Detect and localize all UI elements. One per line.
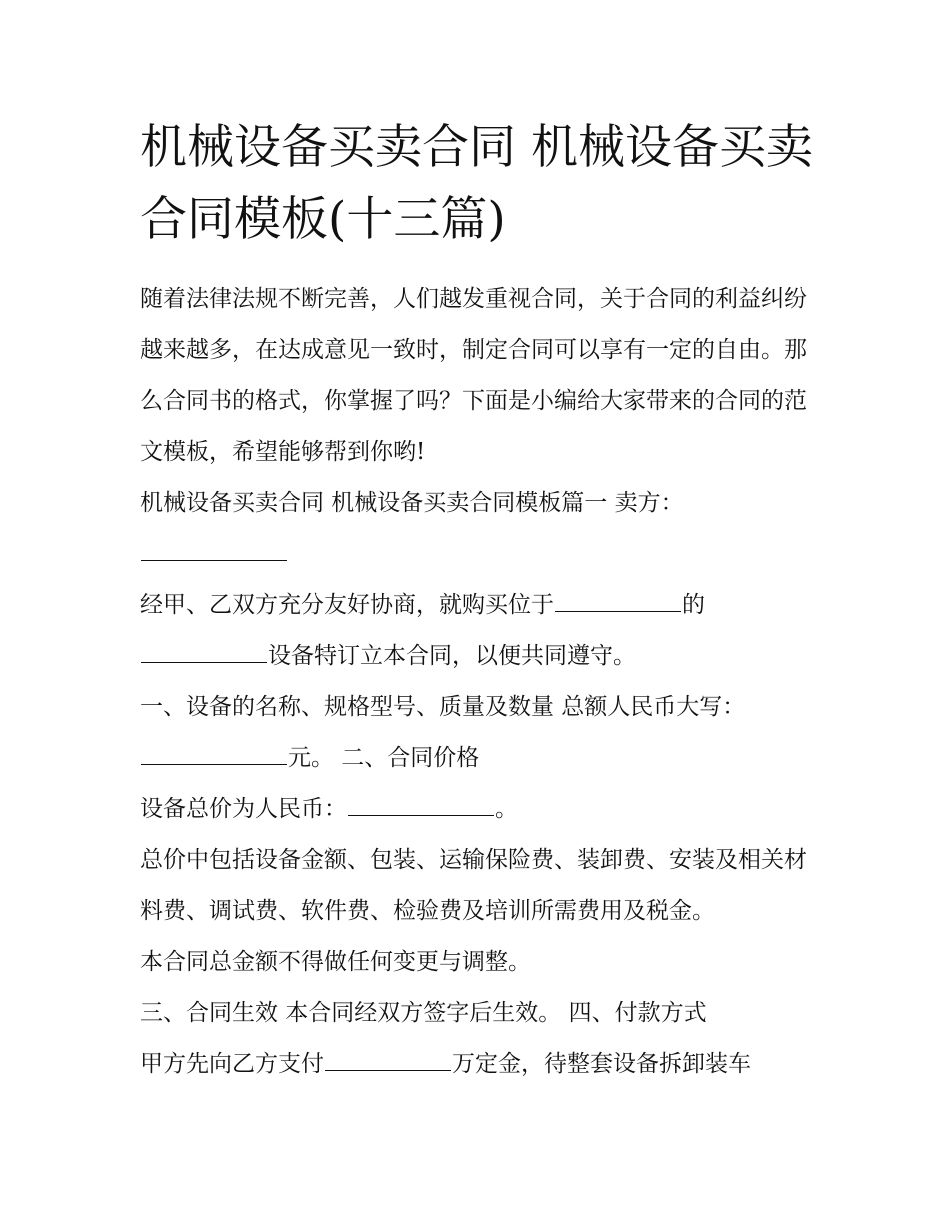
intro-paragraph: 随着法律法规不断完善，人们越发重视合同，关于合同的利益纠纷越来越多，在达成意见一致时，制定合同可以享有一定的自由。那么合同书的格式，你掌握了吗？下面是小编给大家带来的合同的范文模板，希望能够帮到你哟! (140, 286, 807, 465)
purchase-text-c: 设备特订立本合同，以便共同遵守。 (268, 643, 636, 669)
deposit-blank (325, 1044, 451, 1071)
payment-text-b: 万定金，待整套设备拆卸装车 (452, 1051, 751, 1077)
purchase-paragraph (140, 580, 820, 682)
clause1-text: 一、设备的名称、规格型号、质量及数量 总额人民币大写： (140, 694, 746, 720)
section1-heading (140, 478, 820, 529)
payment-text-a: 甲方先向乙方支付 (140, 1051, 324, 1077)
clause3-paragraph: 三、合同生效 本合同经双方签字后生效。 四、付款方式 (140, 1000, 707, 1026)
price-text-a: 设备总价为人民币： (140, 796, 347, 822)
purchase-text-a: 经甲、乙双方充分友好协商，就购买位于 (140, 592, 554, 618)
no-change-paragraph: 本合同总金额不得做任何变更与调整。 (140, 949, 531, 975)
seller-blank-line (140, 529, 820, 580)
purchase-text-b: 的 (682, 592, 705, 618)
document-title: 机械设备买卖合同 机械设备买卖合同模板(十三篇) (140, 120, 813, 247)
clause1-paragraph (140, 682, 820, 784)
location-blank (555, 585, 681, 612)
total-price-blank (348, 789, 494, 816)
seller-blank (141, 534, 287, 561)
amount-words-blank (141, 738, 287, 765)
price-paragraph (140, 784, 820, 835)
clause1-tail: 元。 二、合同价格 (288, 745, 480, 771)
document-body (140, 112, 820, 1090)
equipment-blank (141, 636, 267, 663)
section1-heading-text: 机械设备买卖合同 机械设备买卖合同模板篇一 卖方： (140, 490, 684, 516)
price-includes-paragraph: 总价中包括设备金额、包装、运输保险费、装卸费、安装及相关材料费、调试费、软件费、检验费及培训所需费用及税金。 (140, 847, 807, 924)
price-text-b: 。 (495, 796, 518, 822)
payment-paragraph (140, 1039, 820, 1090)
